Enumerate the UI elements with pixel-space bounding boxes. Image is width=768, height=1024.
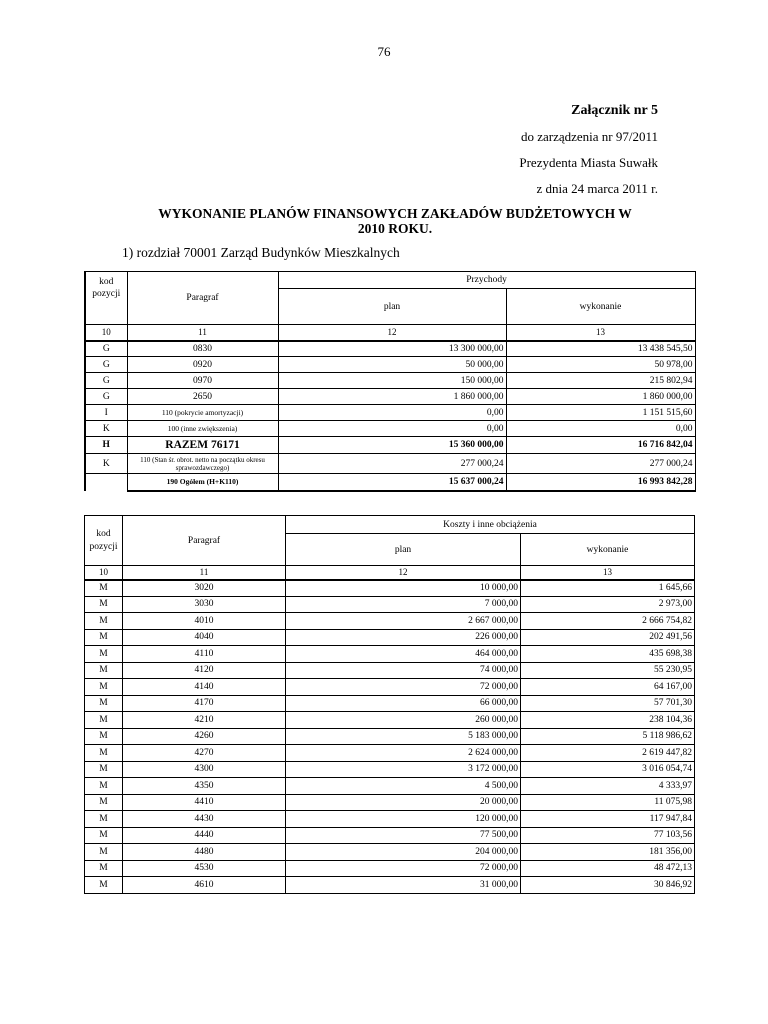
cell-plan: 7 000,00 xyxy=(286,596,521,613)
cell-kod: G xyxy=(85,373,127,389)
table-row xyxy=(85,877,695,894)
cell-kod: M xyxy=(85,646,123,663)
table-row xyxy=(85,421,695,437)
ogolem-row xyxy=(85,474,695,491)
table-row xyxy=(85,794,695,811)
cell-paragraf: 4010 xyxy=(123,613,286,630)
main-title xyxy=(130,206,660,236)
cell-wykonanie: 13 438 545,50 xyxy=(506,341,695,357)
cell-paragraf: 4210 xyxy=(123,712,286,729)
cell-wykonanie: 77 103,56 xyxy=(521,827,695,844)
cell-kod: M xyxy=(85,877,123,894)
header-line-3: z dnia 24 marca 2011 r. xyxy=(536,181,658,196)
cell-paragraf: 4530 xyxy=(123,860,286,877)
col-number: 13 xyxy=(521,566,695,580)
cell-paragraf: 4610 xyxy=(123,877,286,894)
cell-plan: 20 000,00 xyxy=(286,794,521,811)
cell-paragraf: 4120 xyxy=(123,662,286,679)
cell-kod: M xyxy=(85,761,123,778)
main-title-line-2: 2010 ROKU. xyxy=(357,221,433,236)
cell-wykonanie: 202 491,56 xyxy=(521,629,695,646)
cell-paragraf: 4440 xyxy=(123,827,286,844)
cell-plan: 464 000,00 xyxy=(286,646,521,663)
cell-wykonanie: 57 701,30 xyxy=(521,695,695,712)
table-row xyxy=(85,629,695,646)
table-row xyxy=(85,613,695,630)
col-header-wykonanie: wykonanie xyxy=(506,289,695,325)
cell-paragraf: 4040 xyxy=(123,629,286,646)
table-row xyxy=(85,811,695,828)
cell-wykonanie: 55 230,95 xyxy=(521,662,695,679)
cell-paragraf: 4410 xyxy=(123,794,286,811)
cell-kod: M xyxy=(85,580,123,597)
col-header-kod: kod pozycji xyxy=(85,516,123,566)
main-title-line-1: WYKONANIE PLANÓW FINANSOWYCH ZAKŁADÓW BUDŻETOWYCH W xyxy=(158,206,632,221)
cell-wykonanie: 181 356,00 xyxy=(521,844,695,861)
cell-kod: K xyxy=(85,454,127,474)
cell-wykonanie: 215 802,94 xyxy=(506,373,695,389)
annex-title: Załącznik nr 5 xyxy=(571,103,658,118)
cell-paragraf: 110 (Stan śr. obrot. netto na początku okresu sprawozdawczego) xyxy=(127,454,278,474)
cell-wykonanie: 0,00 xyxy=(506,421,695,437)
cell-paragraf: 0970 xyxy=(127,373,278,389)
cell-wykonanie: 435 698,38 xyxy=(521,646,695,663)
cell-paragraf: 4270 xyxy=(123,745,286,762)
cell-kod: M xyxy=(85,662,123,679)
table-row xyxy=(85,679,695,696)
table-row xyxy=(85,646,695,663)
cell-paragraf: 4300 xyxy=(123,761,286,778)
cell-kod: M xyxy=(85,679,123,696)
cell-plan: 260 000,00 xyxy=(286,712,521,729)
cell-kod: K xyxy=(85,421,127,437)
col-header-wykonanie: wykonanie xyxy=(521,534,695,566)
cell-kod: M xyxy=(85,778,123,795)
stan-row xyxy=(85,454,695,474)
cell-paragraf: 4480 xyxy=(123,844,286,861)
cell-wykonanie: 16 716 842,04 xyxy=(506,437,695,454)
cell-plan: 120 000,00 xyxy=(286,811,521,828)
col-header-kod: kod pozycji xyxy=(85,272,127,325)
col-number: 11 xyxy=(123,566,286,580)
col-number: 10 xyxy=(85,566,123,580)
cell-wykonanie: 50 978,00 xyxy=(506,357,695,373)
cell-kod: M xyxy=(85,613,123,630)
cell-kod: M xyxy=(85,811,123,828)
cell-plan: 77 500,00 xyxy=(286,827,521,844)
cell-wykonanie: 2 666 754,82 xyxy=(521,613,695,630)
cell-plan: 10 000,00 xyxy=(286,580,521,597)
col-header-plan: plan xyxy=(278,289,506,325)
col-number: 10 xyxy=(85,325,127,341)
table-row xyxy=(85,778,695,795)
cell-wykonanie: 16 993 842,28 xyxy=(506,474,695,491)
cell-plan: 2 624 000,00 xyxy=(286,745,521,762)
razem-row xyxy=(85,437,695,454)
cell-paragraf: 110 (pokrycie amortyzacji) xyxy=(127,405,278,421)
col-number: 12 xyxy=(278,325,506,341)
cell-plan: 50 000,00 xyxy=(278,357,506,373)
cell-plan: 13 300 000,00 xyxy=(278,341,506,357)
revenue-table xyxy=(84,271,696,492)
cell-plan: 1 860 000,00 xyxy=(278,389,506,405)
cell-plan: 0,00 xyxy=(278,405,506,421)
table-row xyxy=(85,373,695,389)
cell-kod: G xyxy=(85,357,127,373)
cell-wykonanie: 1 151 515,60 xyxy=(506,405,695,421)
cell-plan: 72 000,00 xyxy=(286,679,521,696)
cell-kod: I xyxy=(85,405,127,421)
cell-paragraf: 4110 xyxy=(123,646,286,663)
table-row xyxy=(85,827,695,844)
cell-wykonanie: 48 472,13 xyxy=(521,860,695,877)
col-header-paragraf: Paragraf xyxy=(123,516,286,566)
cell-paragraf: 4430 xyxy=(123,811,286,828)
cell-paragraf: 3030 xyxy=(123,596,286,613)
col-header-group: Przychody xyxy=(278,272,695,289)
table-row xyxy=(85,712,695,729)
section-heading: 1) rozdział 70001 Zarząd Budynków Mieszkalnych xyxy=(122,245,400,260)
cell-paragraf: 4170 xyxy=(123,695,286,712)
cell-paragraf: RAZEM 76171 xyxy=(127,437,278,454)
table-row xyxy=(85,695,695,712)
cell-kod: M xyxy=(85,728,123,745)
col-header-group: Koszty i inne obciążenia xyxy=(286,516,695,534)
cell-plan: 0,00 xyxy=(278,421,506,437)
col-number: 12 xyxy=(286,566,521,580)
cell-wykonanie: 117 947,84 xyxy=(521,811,695,828)
table-row xyxy=(85,357,695,373)
table-row xyxy=(85,860,695,877)
cell-plan: 15 360 000,00 xyxy=(278,437,506,454)
cell-plan: 15 637 000,24 xyxy=(278,474,506,491)
cell-wykonanie: 2 973,00 xyxy=(521,596,695,613)
cell-plan: 3 172 000,00 xyxy=(286,761,521,778)
cell-wykonanie: 238 104,36 xyxy=(521,712,695,729)
cell-plan: 5 183 000,00 xyxy=(286,728,521,745)
document-header xyxy=(519,98,658,202)
cell-kod: H xyxy=(85,437,127,454)
cell-plan: 204 000,00 xyxy=(286,844,521,861)
cell-plan: 150 000,00 xyxy=(278,373,506,389)
cell-paragraf: 0920 xyxy=(127,357,278,373)
cell-wykonanie: 277 000,24 xyxy=(506,454,695,474)
cell-wykonanie: 30 846,92 xyxy=(521,877,695,894)
cell-kod: G xyxy=(85,341,127,357)
cell-wykonanie: 11 075,98 xyxy=(521,794,695,811)
cell-plan: 31 000,00 xyxy=(286,877,521,894)
cell-wykonanie: 1 645,66 xyxy=(521,580,695,597)
cell-kod: M xyxy=(85,695,123,712)
cell-kod: M xyxy=(85,745,123,762)
cell-kod: M xyxy=(85,860,123,877)
cell-paragraf: 4140 xyxy=(123,679,286,696)
cell-wykonanie: 1 860 000,00 xyxy=(506,389,695,405)
cell-kod: M xyxy=(85,629,123,646)
cell-paragraf: 4350 xyxy=(123,778,286,795)
cell-kod: M xyxy=(85,712,123,729)
col-header-paragraf: Paragraf xyxy=(127,272,278,325)
table-row xyxy=(85,389,695,405)
cell-kod: G xyxy=(85,389,127,405)
cell-wykonanie: 5 118 986,62 xyxy=(521,728,695,745)
col-number: 11 xyxy=(127,325,278,341)
cell-plan: 4 500,00 xyxy=(286,778,521,795)
cell-kod: M xyxy=(85,596,123,613)
cell-wykonanie: 2 619 447,82 xyxy=(521,745,695,762)
empty-cell xyxy=(85,474,127,491)
cell-paragraf: 0830 xyxy=(127,341,278,357)
cell-paragraf: 4260 xyxy=(123,728,286,745)
cell-plan: 66 000,00 xyxy=(286,695,521,712)
cell-paragraf: 2650 xyxy=(127,389,278,405)
cell-paragraf: 100 (inne zwiększenia) xyxy=(127,421,278,437)
cell-wykonanie: 4 333,97 xyxy=(521,778,695,795)
col-header-plan: plan xyxy=(286,534,521,566)
cell-kod: M xyxy=(85,844,123,861)
header-line-1: do zarządzenia nr 97/2011 xyxy=(520,129,658,144)
table-row xyxy=(85,405,695,421)
cell-plan: 74 000,00 xyxy=(286,662,521,679)
cell-plan: 277 000,24 xyxy=(278,454,506,474)
table-row xyxy=(85,728,695,745)
table-row xyxy=(85,745,695,762)
cell-kod: M xyxy=(85,794,123,811)
cell-plan: 226 000,00 xyxy=(286,629,521,646)
col-number: 13 xyxy=(506,325,695,341)
table-row xyxy=(85,596,695,613)
table-row xyxy=(85,580,695,597)
table-row xyxy=(85,662,695,679)
header-line-2: Prezydenta Miasta Suwałk xyxy=(519,155,658,170)
cell-wykonanie: 3 016 054,74 xyxy=(521,761,695,778)
table-row xyxy=(85,761,695,778)
cell-wykonanie: 64 167,00 xyxy=(521,679,695,696)
cell-paragraf: 190 Ogółem (H+K110) xyxy=(127,474,278,491)
cell-kod: M xyxy=(85,827,123,844)
page-number: 76 xyxy=(377,44,391,59)
cell-plan: 2 667 000,00 xyxy=(286,613,521,630)
table-row xyxy=(85,341,695,357)
cell-paragraf: 3020 xyxy=(123,580,286,597)
table-row xyxy=(85,844,695,861)
cell-plan: 72 000,00 xyxy=(286,860,521,877)
costs-table xyxy=(84,515,695,894)
